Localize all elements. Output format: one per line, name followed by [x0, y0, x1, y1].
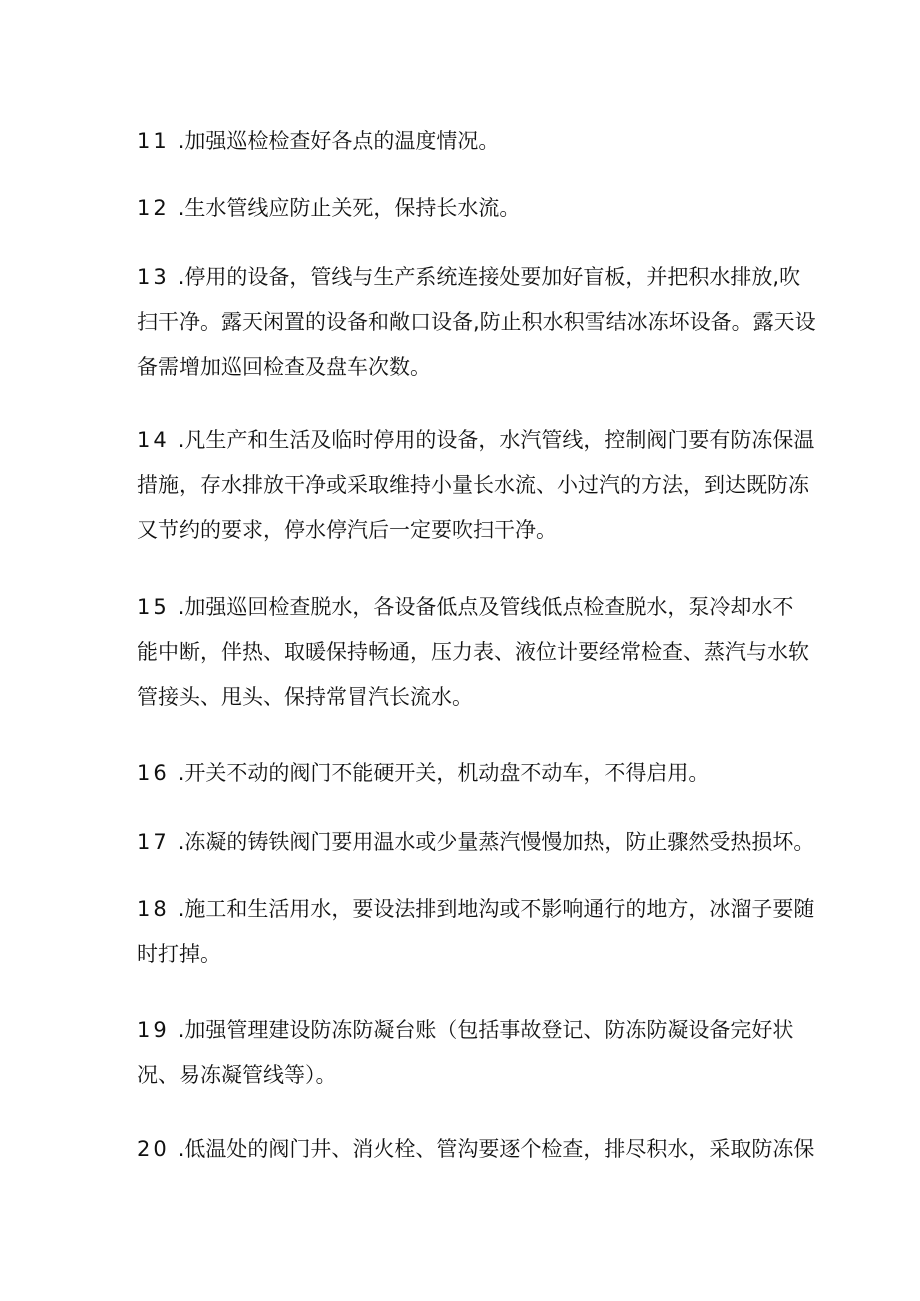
item-number: 13: [137, 265, 170, 289]
list-item-15: [137, 585, 809, 720]
item-line: [137, 1127, 815, 1172]
item-number: 17: [137, 830, 170, 854]
item-line: 时打掉。: [137, 942, 221, 966]
list-item-19: [137, 1008, 797, 1098]
item-line: [137, 418, 815, 463]
item-line: 措施，存水排放干净或采取维持小量长水流、小过汽的方法，到达既防冻: [137, 473, 809, 497]
list-item-11: [137, 119, 797, 164]
item-line: [137, 1008, 797, 1053]
item-text: .开关不动的阀门不能硬开关，机动盘不动车，不得启用。: [177, 761, 710, 785]
item-number: 11: [137, 129, 170, 153]
item-line: [137, 255, 801, 300]
item-text: .加强巡回检查脱水，各设备低点及管线低点检查脱水，泵冷却水不: [177, 595, 794, 619]
item-line: 备需增加巡回检查及盘车次数。: [137, 355, 431, 379]
item-number: 12: [137, 196, 170, 220]
item-line: [137, 820, 815, 865]
item-text: .施工和生活用水，要设法排到地沟或不影响通行的地方，冰溜子要随: [177, 897, 815, 921]
item-line: 况、易冻凝管线等）。: [137, 1063, 337, 1087]
item-number: 16: [137, 761, 170, 785]
item-text: .停用的设备，管线与生产系统连接处要加好盲板，并把积水排放,吹: [177, 265, 801, 289]
item-text: .凡生产和生活及临时停用的设备，水汽管线，控制阀门要有防冻保温: [177, 428, 815, 452]
list-item-16: [137, 751, 797, 796]
item-text: .加强管理建设防冻防凝台账（包括事故登记、防冻防凝设备完好状: [177, 1018, 794, 1042]
list-item-18: [137, 887, 815, 977]
item-line: 管接头、甩头、保持常冒汽长流水。: [137, 685, 473, 709]
list-item-20: [137, 1127, 815, 1172]
list-item-13: [137, 255, 816, 390]
item-number: 14: [137, 428, 170, 452]
item-text: .加强巡检检查好各点的温度情况。: [177, 129, 500, 153]
list-item-17: [137, 820, 815, 865]
item-line: 扫干净。露天闲置的设备和敞口设备,防止积水积雪结冰冻坏设备。露天设: [137, 310, 816, 334]
item-line: 能中断，伴热、取暖保持畅通，压力表、液位计要经常检查、蒸汽与水软: [137, 640, 809, 664]
list-item-14: [137, 418, 815, 553]
item-number: 18: [137, 897, 170, 921]
item-line: [137, 887, 815, 932]
item-text: .生水管线应防止关死，保持长水流。: [177, 196, 521, 220]
list-item-12: [137, 186, 797, 231]
item-number: 20: [137, 1137, 170, 1161]
item-line: [137, 119, 797, 164]
item-line: 又节约的要求，停水停汽后一定要吹扫干净。: [137, 518, 557, 542]
item-text: .低温处的阀门井、消火栓、管沟要逐个检查，排尽积水，采取防冻保: [177, 1137, 815, 1161]
item-line: [137, 751, 797, 796]
item-line: [137, 186, 797, 231]
item-line: [137, 585, 797, 630]
item-text: .冻凝的铸铁阀门要用温水或少量蒸汽慢慢加热，防止骤然受热损坏。: [177, 830, 815, 854]
item-number: 19: [137, 1018, 170, 1042]
item-number: 15: [137, 595, 170, 619]
